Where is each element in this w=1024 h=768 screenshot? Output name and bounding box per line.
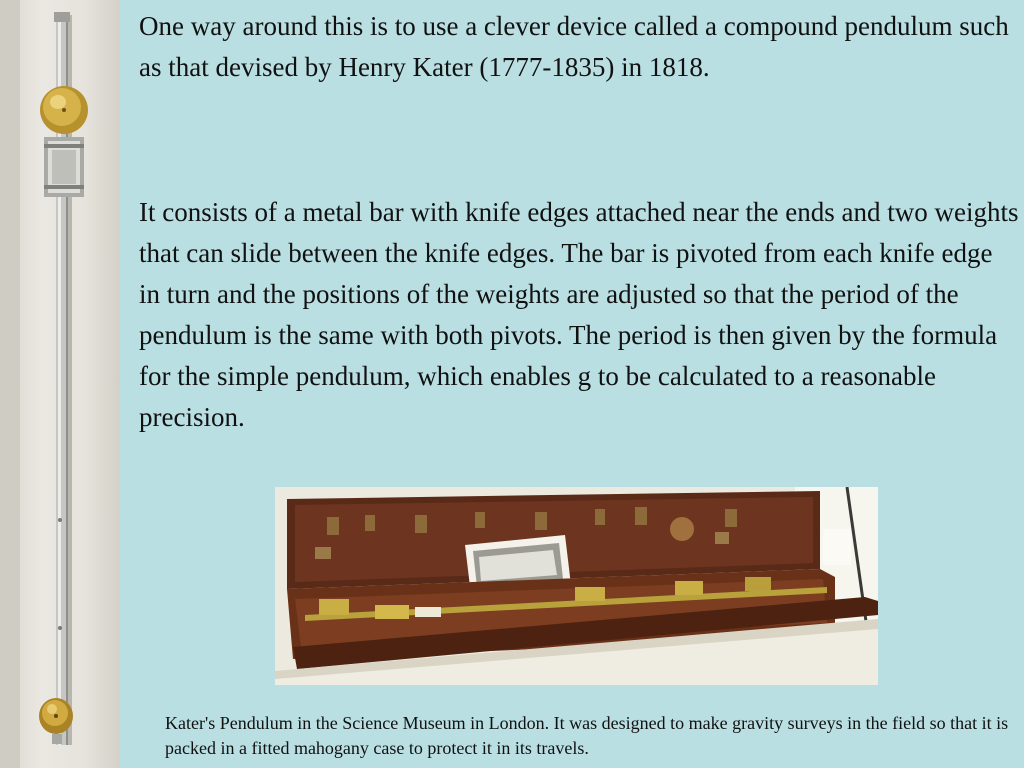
paragraph-intro: One way around this is to use a clever device called a compound pendulum such as that devised by Henry Kater (1777-1835) in 1818. [139,11,1009,82]
museum-case-photo [275,487,878,685]
mahogany-case-icon [275,487,878,685]
photo-caption: Kater's Pendulum in the Science Museum in London. It was designed to make gravity surveys in the field so that it is packed in a fitted mahogany case to protect it in its travels. [165,713,1009,758]
kater-pendulum-bar-icon [0,0,120,768]
pendulum-bar-photo [0,0,120,768]
paragraph-description: It consists of a metal bar with knife edges attached near the ends and two weights that can slide between the knife edges. The bar is pivoted from each knife edge in turn and the positions of the weights are adjusted so that the period of the pendulum is the same with both pivots. The period is then given by the formula for the simple pendulum, which enables g to be calculated to a reasonable precision. [139,197,1019,432]
